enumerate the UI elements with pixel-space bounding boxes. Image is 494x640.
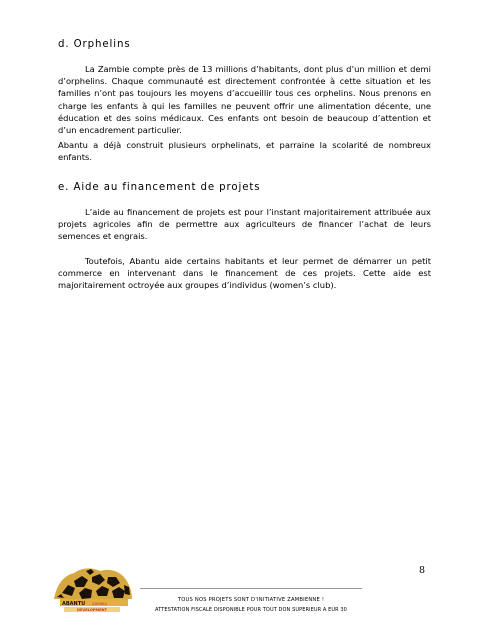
logo-name: ABANTU: [62, 600, 86, 607]
paragraph-orphelinats: Abantu a déjà construit plusieurs orphelinats, et parraine la scolarité de nombreux enfants.: [58, 140, 431, 163]
logo-subtitle: DEVELOPMENT: [76, 608, 108, 612]
footer-line-attestation: ATTESTATION FISCALE DISPONIBLE POUR TOUT DON SUPERIEUR A EUR 30: [155, 607, 347, 613]
paragraph-financement-agricole: L’aide au financement de projets est pour l’instant majoritairement attribuée aux projets agricoles afin de permettre aux agriculteurs de financer l’achat de leurs semences et engrais.: [58, 207, 431, 242]
section-heading-financement: e. Aide au financement de projets: [58, 182, 261, 193]
paragraph-petit-commerce: Toutefois, Abantu aide certains habitants et leur permet de démarrer un petit commerce en intervenant dans le financement de ces projets. Cette aide est majoritairement octroyée aux groupes d’individus (women’s club).: [58, 256, 431, 291]
paragraph-orphelins-intro: La Zambie compte près de 13 millions d’habitants, dont plus d’un million et demi d’orphelins. Chaque communauté est directement confrontée à cette situation et les familles n’ont pas toujours les moyens d’accueillir tous ces orphelins. Nous prenons en charge les enfants à qui les familles ne peuvent offrir une alimentation décente, une éducation et des soins médicaux. Ces enfants ont besoin de beaucoup d’attention et d’un encadrement particulier.: [58, 64, 431, 136]
logo-country: ZAMBIA: [92, 600, 107, 606]
page-number: 8: [419, 565, 426, 576]
abantu-logo: [52, 563, 134, 615]
footer-line-initiative: TOUS NOS PROJETS SONT D’INITIATIVE ZAMBIENNE !: [177, 597, 325, 603]
footer-rule: [140, 588, 362, 589]
section-heading-orphelins: d. Orphelins: [58, 39, 131, 50]
